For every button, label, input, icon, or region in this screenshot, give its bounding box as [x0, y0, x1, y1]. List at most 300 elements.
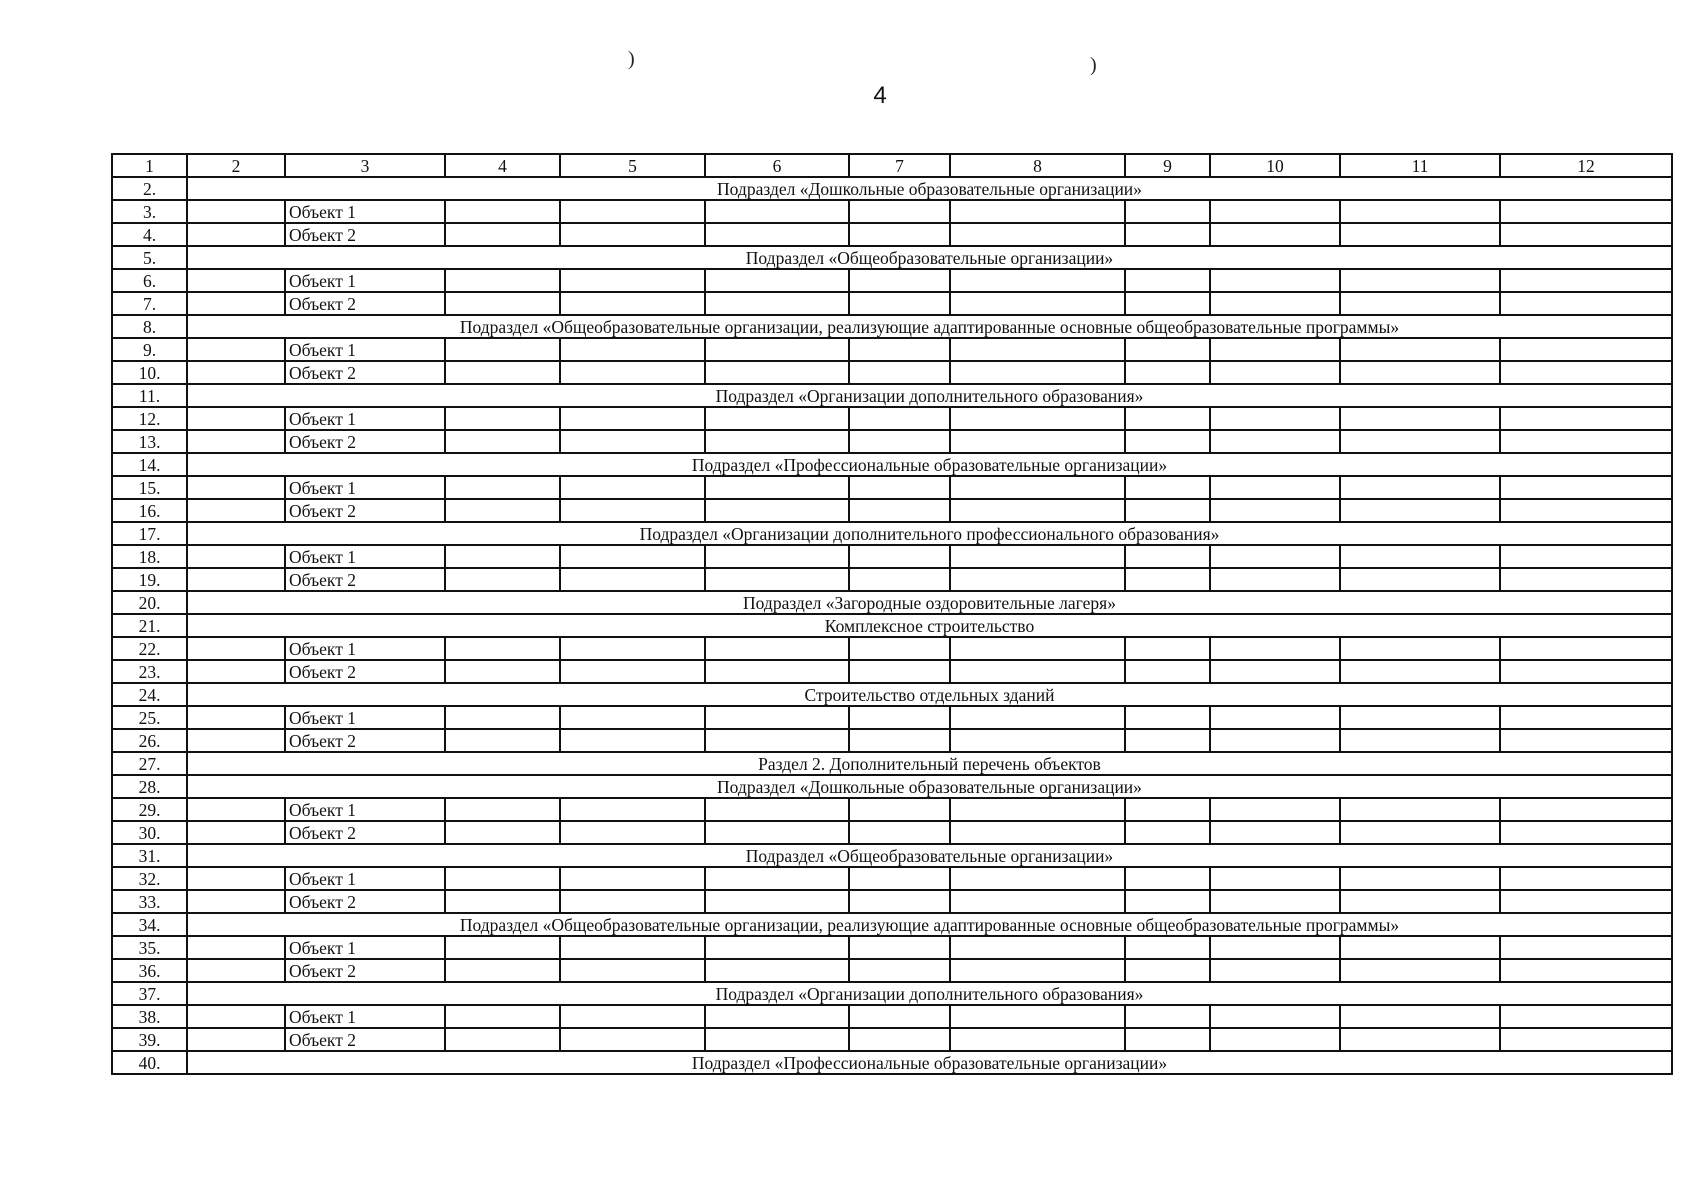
- table-cell: [1500, 890, 1672, 913]
- table-cell: [187, 1028, 285, 1051]
- table-cell: [1340, 545, 1500, 568]
- row-number: 39.: [112, 1028, 187, 1051]
- object-name: Объект 1: [285, 200, 445, 223]
- row-number: 23.: [112, 660, 187, 683]
- section-row: [112, 315, 1672, 338]
- column-header: 1: [112, 154, 187, 177]
- object-row: [112, 1005, 1672, 1028]
- table-cell: [1210, 706, 1340, 729]
- table-cell: [187, 1005, 285, 1028]
- table-cell: [1340, 223, 1500, 246]
- table-cell: [560, 200, 705, 223]
- table-cell: [187, 568, 285, 591]
- object-name: Объект 1: [285, 269, 445, 292]
- table-cell: [560, 407, 705, 430]
- table-body: [112, 154, 1672, 1074]
- table-cell: [1125, 867, 1210, 890]
- table-cell: [950, 223, 1125, 246]
- table-cell: [1340, 867, 1500, 890]
- table-cell: [1500, 499, 1672, 522]
- table-cell: [1125, 821, 1210, 844]
- table-cell: [1340, 637, 1500, 660]
- table-cell: [950, 476, 1125, 499]
- objects-table: [111, 153, 1673, 1075]
- table-cell: [445, 637, 560, 660]
- table-cell: [1340, 338, 1500, 361]
- section-row: [112, 522, 1672, 545]
- row-number: 25.: [112, 706, 187, 729]
- section-row: [112, 591, 1672, 614]
- object-row: [112, 729, 1672, 752]
- table-cell: [950, 430, 1125, 453]
- table-cell: [1125, 361, 1210, 384]
- table-cell: [560, 1028, 705, 1051]
- row-number: 28.: [112, 775, 187, 798]
- table-cell: [1340, 959, 1500, 982]
- table-cell: [1500, 959, 1672, 982]
- section-title: Подраздел «Общеобразовательные организации, реализующие адаптированные основные общеобразовательные программы»: [187, 913, 1672, 936]
- section-row: [112, 614, 1672, 637]
- table-cell: [560, 660, 705, 683]
- section-row: [112, 453, 1672, 476]
- row-number: 26.: [112, 729, 187, 752]
- column-header: 6: [705, 154, 849, 177]
- table-cell: [187, 200, 285, 223]
- table-cell: [1125, 430, 1210, 453]
- table-cell: [187, 545, 285, 568]
- table-cell: [445, 1005, 560, 1028]
- table-cell: [950, 959, 1125, 982]
- table-cell: [950, 292, 1125, 315]
- table-cell: [1125, 568, 1210, 591]
- table-cell: [849, 637, 950, 660]
- table-cell: [950, 660, 1125, 683]
- table-cell: [950, 936, 1125, 959]
- table-cell: [445, 499, 560, 522]
- header-row: [112, 154, 1672, 177]
- column-header: 11: [1340, 154, 1500, 177]
- table-cell: [705, 798, 849, 821]
- section-row: [112, 177, 1672, 200]
- row-number: 24.: [112, 683, 187, 706]
- row-number: 4.: [112, 223, 187, 246]
- table-cell: [705, 476, 849, 499]
- object-row: [112, 430, 1672, 453]
- table-cell: [1125, 959, 1210, 982]
- section-row: [112, 844, 1672, 867]
- table-cell: [445, 936, 560, 959]
- section-row: [112, 1051, 1672, 1074]
- object-row: [112, 890, 1672, 913]
- object-name: Объект 1: [285, 706, 445, 729]
- table-cell: [950, 269, 1125, 292]
- object-row: [112, 1028, 1672, 1051]
- scan-mark: ): [628, 48, 635, 70]
- table-cell: [1210, 959, 1340, 982]
- table-cell: [1210, 1028, 1340, 1051]
- table-cell: [950, 706, 1125, 729]
- table-cell: [1125, 407, 1210, 430]
- table-cell: [705, 407, 849, 430]
- object-row: [112, 545, 1672, 568]
- table-cell: [705, 1005, 849, 1028]
- table-cell: [187, 637, 285, 660]
- row-number: 27.: [112, 752, 187, 775]
- section-title: Подраздел «Профессиональные образовательные организации»: [187, 453, 1672, 476]
- table-cell: [560, 798, 705, 821]
- table-cell: [1125, 1005, 1210, 1028]
- table-cell: [950, 361, 1125, 384]
- table-cell: [560, 729, 705, 752]
- row-number: 37.: [112, 982, 187, 1005]
- object-name: Объект 2: [285, 292, 445, 315]
- table-cell: [1210, 292, 1340, 315]
- object-row: [112, 476, 1672, 499]
- table-cell: [950, 568, 1125, 591]
- table-cell: [1125, 269, 1210, 292]
- table-cell: [445, 269, 560, 292]
- column-header: 7: [849, 154, 950, 177]
- table-cell: [950, 890, 1125, 913]
- row-number: 19.: [112, 568, 187, 591]
- object-row: [112, 499, 1672, 522]
- table-cell: [849, 223, 950, 246]
- row-number: 29.: [112, 798, 187, 821]
- object-name: Объект 2: [285, 890, 445, 913]
- object-name: Объект 1: [285, 637, 445, 660]
- table-cell: [705, 568, 849, 591]
- table-cell: [1340, 890, 1500, 913]
- table-cell: [849, 361, 950, 384]
- table-cell: [705, 821, 849, 844]
- table-cell: [1125, 200, 1210, 223]
- row-number: 13.: [112, 430, 187, 453]
- table-cell: [1125, 1028, 1210, 1051]
- table-cell: [1210, 269, 1340, 292]
- table-cell: [950, 200, 1125, 223]
- table-cell: [187, 361, 285, 384]
- table-cell: [1210, 867, 1340, 890]
- object-name: Объект 1: [285, 798, 445, 821]
- table-cell: [849, 476, 950, 499]
- table-cell: [445, 338, 560, 361]
- table-cell: [1210, 200, 1340, 223]
- column-header: 8: [950, 154, 1125, 177]
- table-cell: [1125, 936, 1210, 959]
- table-cell: [849, 545, 950, 568]
- table-cell: [187, 223, 285, 246]
- table-cell: [705, 890, 849, 913]
- object-name: Объект 2: [285, 430, 445, 453]
- table-cell: [187, 499, 285, 522]
- section-title: Подраздел «Дошкольные образовательные организации»: [187, 775, 1672, 798]
- table-cell: [1340, 660, 1500, 683]
- table-cell: [445, 430, 560, 453]
- table-cell: [560, 223, 705, 246]
- table-cell: [1125, 890, 1210, 913]
- table-cell: [849, 706, 950, 729]
- section-row: [112, 752, 1672, 775]
- table-cell: [950, 729, 1125, 752]
- table-cell: [1125, 545, 1210, 568]
- object-row: [112, 959, 1672, 982]
- table-cell: [445, 821, 560, 844]
- table-cell: [1500, 223, 1672, 246]
- table-cell: [1210, 568, 1340, 591]
- objects-table-container: [111, 153, 1673, 1075]
- table-cell: [187, 729, 285, 752]
- table-cell: [187, 292, 285, 315]
- row-number: 40.: [112, 1051, 187, 1074]
- table-cell: [1125, 729, 1210, 752]
- column-header: 5: [560, 154, 705, 177]
- table-cell: [950, 1005, 1125, 1028]
- table-cell: [1125, 660, 1210, 683]
- table-cell: [1500, 729, 1672, 752]
- table-cell: [560, 292, 705, 315]
- table-cell: [1500, 867, 1672, 890]
- row-number: 20.: [112, 591, 187, 614]
- table-cell: [705, 223, 849, 246]
- table-cell: [560, 499, 705, 522]
- section-title: Подраздел «Организации дополнительного образования»: [187, 982, 1672, 1005]
- table-cell: [950, 798, 1125, 821]
- row-number: 38.: [112, 1005, 187, 1028]
- table-cell: [705, 361, 849, 384]
- column-header: 10: [1210, 154, 1340, 177]
- row-number: 22.: [112, 637, 187, 660]
- table-cell: [705, 637, 849, 660]
- section-title: Строительство отдельных зданий: [187, 683, 1672, 706]
- object-name: Объект 1: [285, 338, 445, 361]
- row-number: 17.: [112, 522, 187, 545]
- table-cell: [1500, 430, 1672, 453]
- table-cell: [705, 867, 849, 890]
- section-title: Комплексное строительство: [187, 614, 1672, 637]
- table-cell: [1500, 660, 1672, 683]
- table-cell: [950, 821, 1125, 844]
- column-header: 3: [285, 154, 445, 177]
- table-cell: [950, 499, 1125, 522]
- row-number: 36.: [112, 959, 187, 982]
- row-number: 6.: [112, 269, 187, 292]
- table-cell: [1500, 798, 1672, 821]
- table-cell: [1125, 706, 1210, 729]
- table-cell: [1500, 476, 1672, 499]
- row-number: 16.: [112, 499, 187, 522]
- object-name: Объект 2: [285, 499, 445, 522]
- section-title: Подраздел «Общеобразовательные организации»: [187, 844, 1672, 867]
- object-name: Объект 2: [285, 821, 445, 844]
- row-number: 30.: [112, 821, 187, 844]
- table-cell: [1125, 476, 1210, 499]
- row-number: 3.: [112, 200, 187, 223]
- table-cell: [1340, 269, 1500, 292]
- table-cell: [445, 660, 560, 683]
- table-cell: [1500, 292, 1672, 315]
- table-cell: [849, 798, 950, 821]
- row-number: 5.: [112, 246, 187, 269]
- table-cell: [187, 338, 285, 361]
- row-number: 32.: [112, 867, 187, 890]
- column-header: 2: [187, 154, 285, 177]
- object-row: [112, 292, 1672, 315]
- row-number: 18.: [112, 545, 187, 568]
- table-cell: [187, 660, 285, 683]
- table-cell: [560, 936, 705, 959]
- table-cell: [445, 223, 560, 246]
- object-name: Объект 2: [285, 568, 445, 591]
- object-row: [112, 361, 1672, 384]
- table-cell: [950, 637, 1125, 660]
- table-cell: [445, 407, 560, 430]
- table-cell: [187, 706, 285, 729]
- table-cell: [1210, 890, 1340, 913]
- table-cell: [1340, 706, 1500, 729]
- table-cell: [705, 545, 849, 568]
- table-cell: [1340, 798, 1500, 821]
- table-cell: [1210, 407, 1340, 430]
- table-cell: [705, 936, 849, 959]
- section-row: [112, 913, 1672, 936]
- row-number: 21.: [112, 614, 187, 637]
- object-name: Объект 1: [285, 407, 445, 430]
- table-cell: [445, 361, 560, 384]
- table-cell: [1210, 338, 1340, 361]
- table-cell: [950, 1028, 1125, 1051]
- table-cell: [849, 890, 950, 913]
- column-header: 9: [1125, 154, 1210, 177]
- table-cell: [705, 269, 849, 292]
- table-cell: [1210, 499, 1340, 522]
- table-cell: [1340, 936, 1500, 959]
- table-cell: [560, 821, 705, 844]
- table-cell: [445, 867, 560, 890]
- table-cell: [1500, 361, 1672, 384]
- section-row: [112, 982, 1672, 1005]
- row-number: 10.: [112, 361, 187, 384]
- table-cell: [1500, 407, 1672, 430]
- table-cell: [1340, 407, 1500, 430]
- table-cell: [445, 200, 560, 223]
- object-name: Объект 2: [285, 729, 445, 752]
- row-number: 12.: [112, 407, 187, 430]
- table-cell: [1500, 338, 1672, 361]
- table-cell: [1210, 1005, 1340, 1028]
- table-cell: [1210, 637, 1340, 660]
- table-cell: [1500, 637, 1672, 660]
- object-row: [112, 407, 1672, 430]
- table-cell: [1125, 499, 1210, 522]
- section-row: [112, 384, 1672, 407]
- object-name: Объект 2: [285, 959, 445, 982]
- object-row: [112, 706, 1672, 729]
- table-cell: [560, 568, 705, 591]
- table-cell: [187, 430, 285, 453]
- object-row: [112, 338, 1672, 361]
- object-name: Объект 2: [285, 1028, 445, 1051]
- table-cell: [560, 959, 705, 982]
- column-header: 4: [445, 154, 560, 177]
- row-number: 34.: [112, 913, 187, 936]
- table-cell: [950, 338, 1125, 361]
- section-title: Подраздел «Общеобразовательные организации»: [187, 246, 1672, 269]
- row-number: 7.: [112, 292, 187, 315]
- table-cell: [1500, 1005, 1672, 1028]
- section-title: Подраздел «Дошкольные образовательные организации»: [187, 177, 1672, 200]
- table-cell: [187, 821, 285, 844]
- table-cell: [1125, 223, 1210, 246]
- column-header: 12: [1500, 154, 1672, 177]
- table-cell: [1210, 430, 1340, 453]
- table-cell: [950, 867, 1125, 890]
- object-row: [112, 867, 1672, 890]
- table-cell: [1500, 1028, 1672, 1051]
- table-cell: [1210, 821, 1340, 844]
- object-name: Объект 1: [285, 476, 445, 499]
- table-cell: [445, 1028, 560, 1051]
- table-cell: [560, 476, 705, 499]
- table-cell: [705, 959, 849, 982]
- table-cell: [705, 660, 849, 683]
- section-title: Подраздел «Профессиональные образовательные организации»: [187, 1051, 1672, 1074]
- table-cell: [560, 338, 705, 361]
- table-cell: [849, 292, 950, 315]
- section-title: Раздел 2. Дополнительный перечень объектов: [187, 752, 1672, 775]
- table-cell: [445, 476, 560, 499]
- table-cell: [705, 706, 849, 729]
- table-cell: [1500, 568, 1672, 591]
- table-cell: [1210, 936, 1340, 959]
- table-cell: [1340, 292, 1500, 315]
- table-cell: [187, 936, 285, 959]
- row-number: 15.: [112, 476, 187, 499]
- table-cell: [705, 338, 849, 361]
- table-cell: [445, 729, 560, 752]
- table-cell: [187, 798, 285, 821]
- section-title: Подраздел «Организации дополнительного образования»: [187, 384, 1672, 407]
- scan-mark: ): [1090, 54, 1097, 76]
- object-name: Объект 1: [285, 936, 445, 959]
- row-number: 33.: [112, 890, 187, 913]
- section-title: Подраздел «Общеобразовательные организации, реализующие адаптированные основные общеобразовательные программы»: [187, 315, 1672, 338]
- table-cell: [1340, 568, 1500, 591]
- table-cell: [950, 407, 1125, 430]
- table-cell: [560, 890, 705, 913]
- table-cell: [560, 269, 705, 292]
- table-cell: [849, 729, 950, 752]
- table-cell: [1340, 729, 1500, 752]
- object-row: [112, 223, 1672, 246]
- table-cell: [1340, 1005, 1500, 1028]
- table-cell: [187, 890, 285, 913]
- section-row: [112, 683, 1672, 706]
- table-cell: [560, 545, 705, 568]
- table-cell: [705, 1028, 849, 1051]
- table-cell: [1500, 936, 1672, 959]
- table-cell: [1210, 729, 1340, 752]
- object-name: Объект 2: [285, 361, 445, 384]
- table-cell: [1340, 430, 1500, 453]
- table-cell: [1210, 361, 1340, 384]
- table-cell: [1210, 660, 1340, 683]
- section-row: [112, 246, 1672, 269]
- table-cell: [849, 568, 950, 591]
- table-cell: [445, 292, 560, 315]
- table-cell: [1210, 545, 1340, 568]
- table-cell: [849, 407, 950, 430]
- table-cell: [1125, 798, 1210, 821]
